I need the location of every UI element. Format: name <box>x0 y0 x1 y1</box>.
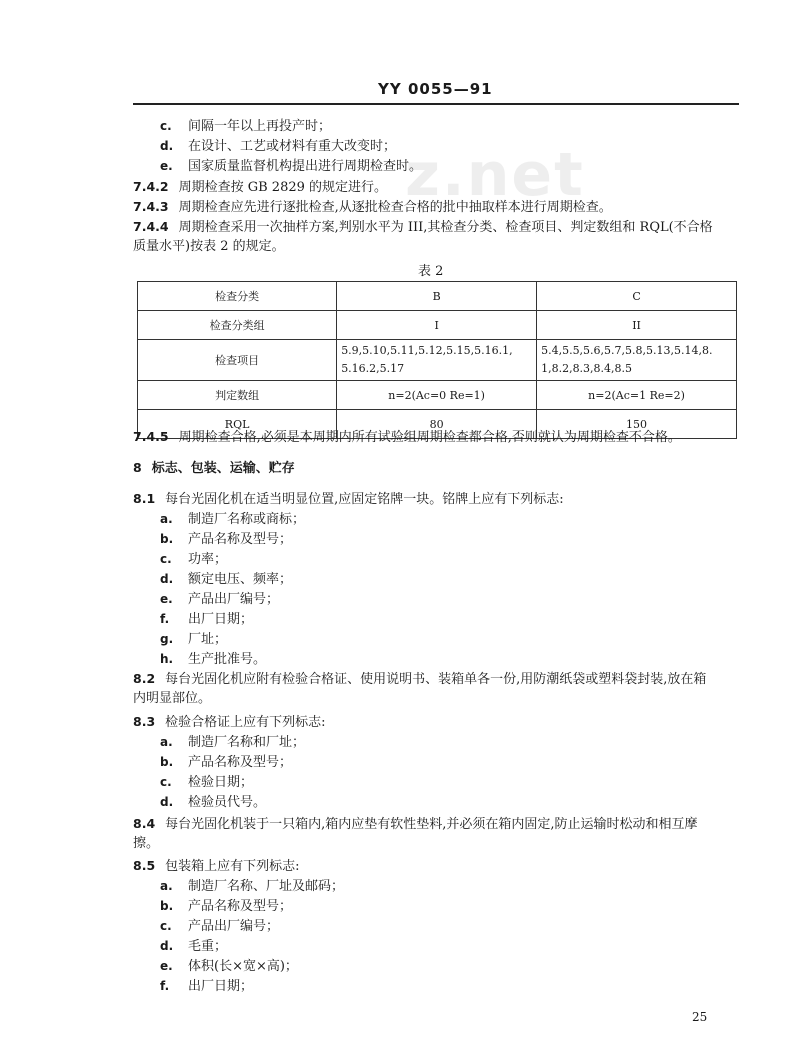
watermark: z.net <box>405 140 585 210</box>
list-item: f. 出厂日期； <box>160 612 254 627</box>
list-item: b. 产品名称及型号； <box>160 532 293 547</box>
list-item: a. 制造厂名称和厂址； <box>160 735 306 750</box>
list-item: d. 检验员代号。 <box>160 795 267 810</box>
list-item: d. 额定电压、频率； <box>160 572 293 587</box>
header-rule <box>133 103 739 105</box>
table-caption: 表 2 <box>418 264 444 279</box>
table-cell: 5.4,5.5,5.6,5.7,5.8,5.13,5.14,8. 1,8.2,8.3,8.4,8.5 <box>537 340 737 381</box>
clause-7-4-4-cont: 质量水平)按表 2 的规定。 <box>133 239 285 254</box>
table-cell: 80 <box>337 410 537 439</box>
table-row <box>138 282 737 311</box>
clause-7-4-2: 7.4.2 周期检查按 GB 2829 的规定进行。 <box>133 179 388 195</box>
table-cell: 检查分类 <box>138 282 337 311</box>
table-cell: RQL <box>138 410 337 439</box>
table-row <box>138 340 737 381</box>
list-item: a. 制造厂名称、厂址及邮码； <box>160 879 345 894</box>
clause-7-4-4: 7.4.4 周期检查采用一次抽样方案,判别水平为 III,其检查分类、检查项目、判定数组和 RQL(不合格 <box>133 219 713 235</box>
table-cell: 判定数组 <box>138 381 337 410</box>
list-item: b. 产品名称及型号； <box>160 899 293 914</box>
list-item: b. 产品名称及型号； <box>160 755 293 770</box>
list-item: e. 体积(长×宽×高)； <box>160 959 298 974</box>
list-item: c. 产品出厂编号； <box>160 919 280 934</box>
list-item: c. 间隔一年以上再投产时； <box>160 119 332 134</box>
section-8-heading: 8 标志、包装、运输、贮存 <box>133 460 295 476</box>
table-row <box>138 381 737 410</box>
clause-7-4-3: 7.4.3 周期检查应先进行逐批检查,从逐批检查合格的批中抽取样本进行周期检查。 <box>133 199 612 215</box>
table-cell: n=2(Ac=1 Re=2) <box>537 381 737 410</box>
table-cell: n=2(Ac=0 Re=1) <box>337 381 537 410</box>
clause-8-5: 8.5 包装箱上应有下列标志: <box>133 858 300 874</box>
list-item: d. 毛重； <box>160 939 228 954</box>
table-cell: 检查项目 <box>138 340 337 381</box>
table-cell: 5.9,5.10,5.11,5.12,5.15,5.16.1, 5.16.2,5.17 <box>337 340 537 381</box>
table-cell: 150 <box>537 410 737 439</box>
table-cell: 检查分类组 <box>138 311 337 340</box>
list-item: a. 制造厂名称或商标； <box>160 512 306 527</box>
list-item: h. 生产批准号。 <box>160 652 267 667</box>
clause-8-4: 8.4 每台光固化机装于一只箱内,箱内应垫有软性垫料,并必须在箱内固定,防止运输时松动和相互摩 <box>133 816 698 832</box>
table-cell: I <box>337 311 537 340</box>
table-cell: B <box>337 282 537 311</box>
clause-8-2-cont: 内明显部位。 <box>133 691 212 706</box>
clause-8-4-cont: 擦。 <box>133 836 160 851</box>
list-item: f. 出厂日期； <box>160 979 254 994</box>
list-item: e. 产品出厂编号； <box>160 592 280 607</box>
table-row <box>138 311 737 340</box>
list-item: c. 功率； <box>160 552 228 567</box>
clause-8-2: 8.2 每台光固化机应附有检验合格证、使用说明书、装箱单各一份,用防潮纸袋或塑料袋封装,放在箱 <box>133 671 707 687</box>
list-item: g. 厂址； <box>160 632 228 647</box>
list-item: c. 检验日期； <box>160 775 254 790</box>
inspection-table <box>137 281 737 439</box>
clause-7-4-5: 7.4.5 周期检查合格,必须是本周期内所有试验组周期检查都合格,否则就认为周期检查不合格。 <box>133 429 681 445</box>
page-number: 25 <box>692 1010 708 1024</box>
clause-8-1: 8.1 每台光固化机在适当明显位置,应固定铭牌一块。铭牌上应有下列标志: <box>133 491 564 507</box>
standard-number-header: YY 0055—91 <box>378 80 493 98</box>
table-cell: II <box>537 311 737 340</box>
list-item: d. 在设计、工艺或材料有重大改变时； <box>160 139 397 154</box>
clause-8-3: 8.3 检验合格证上应有下列标志: <box>133 714 326 730</box>
table-cell: C <box>537 282 737 311</box>
list-item: e. 国家质量监督机构提出进行周期检查时。 <box>160 159 423 174</box>
